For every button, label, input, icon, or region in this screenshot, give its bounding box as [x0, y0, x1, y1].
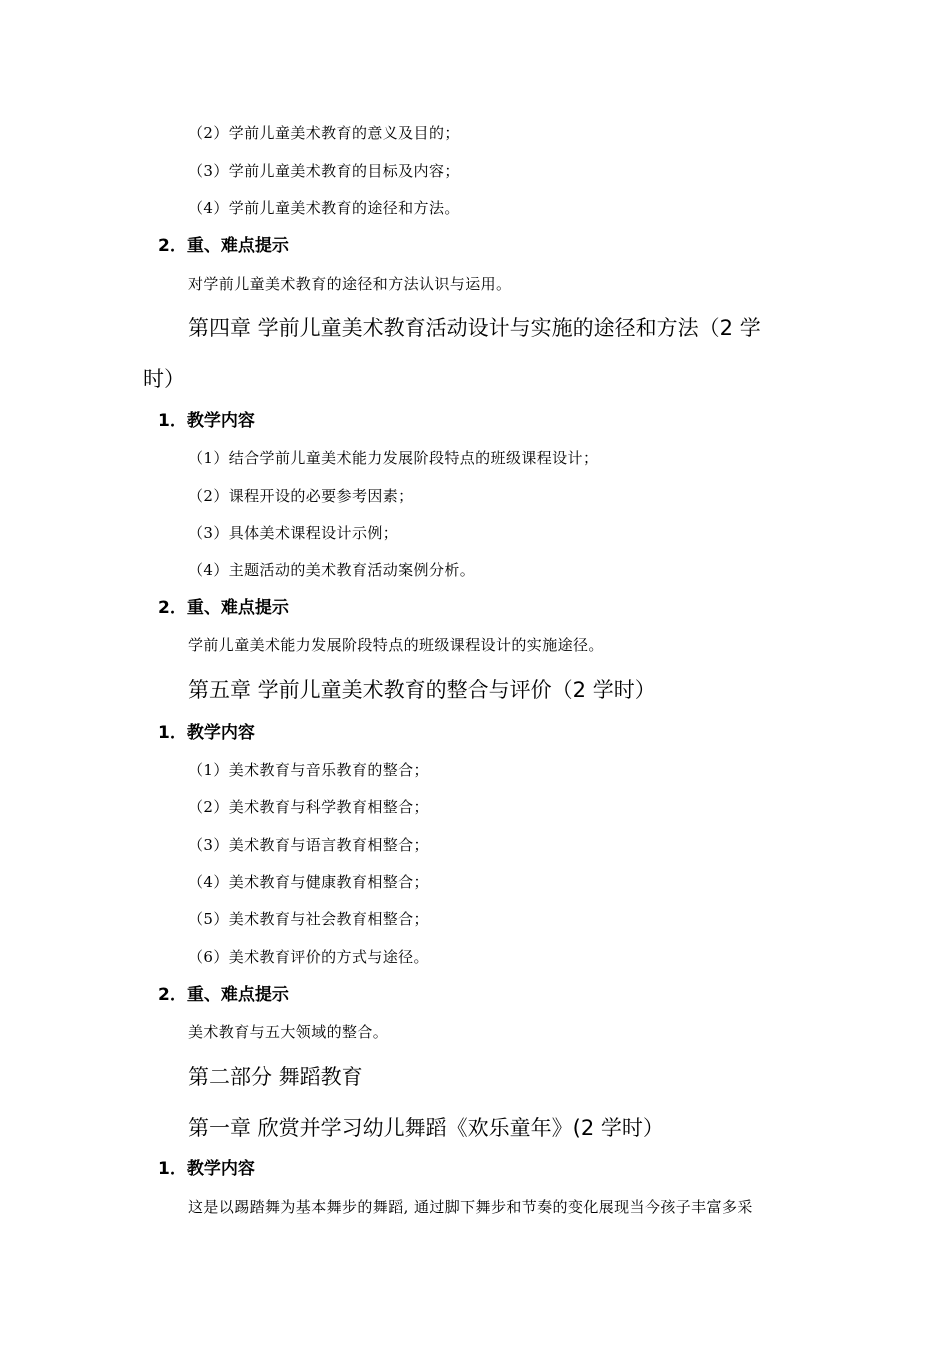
key-points-heading: 2．重、难点提示 [158, 236, 289, 256]
key-points-heading: 2．重、难点提示 [158, 598, 289, 618]
list-item: （4）主题活动的美术教育活动案例分析。 [188, 561, 476, 579]
teaching-content-heading: 1．教学内容 [158, 723, 255, 743]
dance-chapter1-title: 第一章 欣赏并学习幼儿舞蹈《欢乐童年》(2 学时） [188, 1116, 664, 1140]
list-item: （5）美术教育与社会教育相整合； [188, 910, 429, 928]
list-item: （3）具体美术课程设计示例； [188, 524, 399, 542]
list-item: （3）学前儿童美术教育的目标及内容； [188, 162, 460, 180]
list-item: （4）学前儿童美术教育的途径和方法。 [188, 199, 460, 217]
key-points-heading: 2．重、难点提示 [158, 985, 289, 1005]
key-points-text: 对学前儿童美术教育的途径和方法认识与运用。 [188, 275, 512, 293]
chapter4-title: 第四章 学前儿童美术教育活动设计与实施的途径和方法（2 学 [188, 316, 761, 340]
list-item: （2）美术教育与科学教育相整合； [188, 798, 429, 816]
key-points-text: 学前儿童美术能力发展阶段特点的班级课程设计的实施途径。 [188, 636, 604, 654]
key-points-text: 美术教育与五大领域的整合。 [188, 1023, 389, 1041]
list-item: （2）课程开设的必要参考因素； [188, 487, 414, 505]
list-item: （4）美术教育与健康教育相整合； [188, 873, 429, 891]
list-item: （3）美术教育与语言教育相整合； [188, 836, 429, 854]
chapter5-title: 第五章 学前儿童美术教育的整合与评价（2 学时） [188, 678, 656, 702]
teaching-content-heading: 1．教学内容 [158, 1159, 255, 1179]
chapter4-title-continued: 时） [143, 367, 185, 391]
teaching-content-heading: 1．教学内容 [158, 411, 255, 431]
list-item: （6）美术教育评价的方式与途径。 [188, 948, 429, 966]
list-item: （1）美术教育与音乐教育的整合； [188, 761, 429, 779]
part2-title: 第二部分 舞蹈教育 [188, 1065, 363, 1089]
list-item: （2）学前儿童美术教育的意义及目的； [188, 124, 460, 142]
list-item: （1）结合学前儿童美术能力发展阶段特点的班级课程设计； [188, 449, 599, 467]
paragraph-text: 这是以踢踏舞为基本舞步的舞蹈, 通过脚下舞步和节奏的变化展现当今孩子丰富多采 [188, 1198, 753, 1216]
